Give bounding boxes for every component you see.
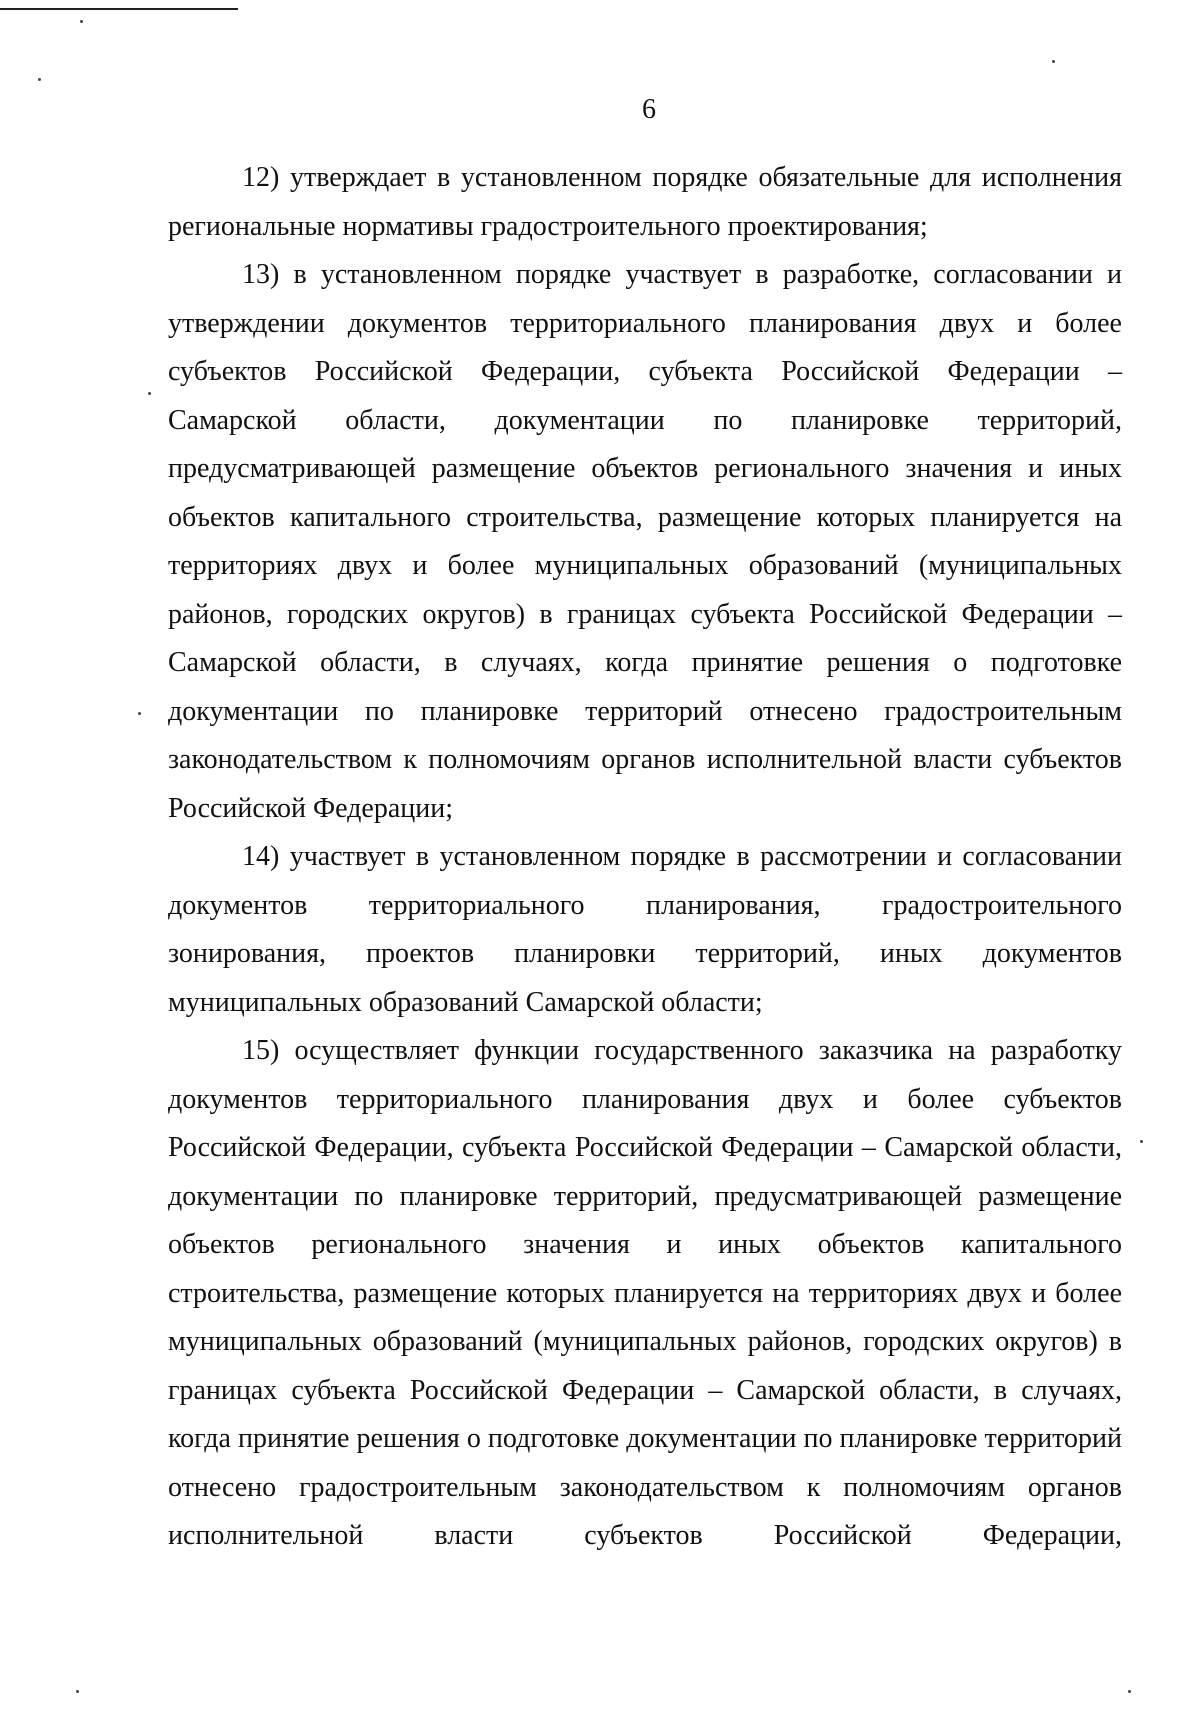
scan-speck	[1052, 60, 1055, 63]
scan-speck	[138, 712, 141, 715]
page-number: 6	[642, 94, 656, 125]
paragraph-item-15: 15) осуществляет функции государственного заказчика на разработку документов территориального планирования двух и более субъектов Российской Федерации, субъекта Российской Федерации – Самарской области, документации по планировке территорий, предусматривающей размещение объектов регионального значения и иных объектов капитального строительства, размещение которых планируется на территориях двух и более муниципальных образований (муниципальных районов, городских округов) в границах субъекта Российской Федерации – Самарской области, в случаях, когда принятие решения о подготовке документации по планировке территорий отнесено градостроительным законодательством к полномочиям органов исполнительной власти субъектов Российской Федерации,	[168, 1035, 1122, 1551]
scan-speck	[148, 392, 151, 395]
scan-speck	[1128, 1690, 1131, 1693]
scan-speck	[76, 1690, 79, 1693]
paragraph-item-12: 12) утверждает в установленном порядке обязательные для исполнения региональные нормативы градостроительного проектирования;	[168, 162, 1122, 242]
scan-edge-line	[0, 8, 238, 10]
paragraph-item-14: 14) участвует в установленном порядке в рассмотрении и согласовании документов территориального планирования, градостроительного зонирования, проектов планировки территорий, иных документов муниципальных образований Самарской области;	[168, 841, 1122, 1018]
document-body	[168, 154, 1122, 1561]
scan-speck	[38, 78, 41, 81]
scan-speck	[1140, 1140, 1143, 1143]
scan-speck	[80, 20, 83, 23]
paragraph-item-13: 13) в установленном порядке участвует в разработке, согласовании и утверждении документов территориального планирования двух и более субъектов Российской Федерации, субъекта Российской Федерации – Самарской области, документации по планировке территорий, предусматривающей размещение объектов регионального значения и иных объектов капитального строительства, размещение которых планируется на территориях двух и более муниципальных образований (муниципальных районов, городских округов) в границах субъекта Российской Федерации – Самарской области, в случаях, когда принятие решения о подготовке документации по планировке территорий отнесено градостроительным законодательством к полномочиям органов исполнительной власти субъектов Российской Федерации;	[168, 259, 1122, 824]
